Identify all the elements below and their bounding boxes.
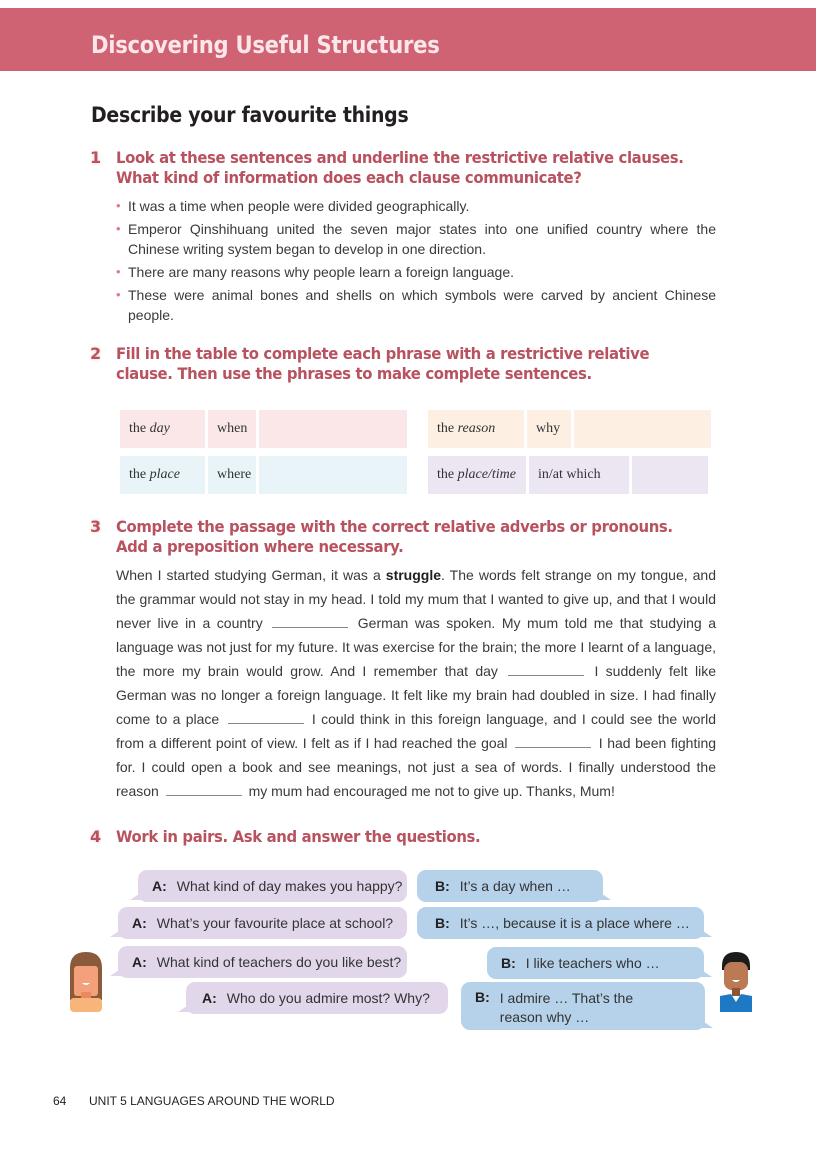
speech-bubble-a: A: What kind of teachers do you like best? (118, 946, 407, 978)
answer-blank[interactable] (508, 661, 584, 676)
task-2 (90, 344, 730, 500)
answer-blank[interactable] (166, 781, 242, 796)
section-title: Describe your favourite things (91, 103, 409, 127)
list-item: • It was a time when people were divided geographically. (116, 198, 470, 214)
speech-bubble-b: B: I admire … That’s the reason why … (461, 982, 705, 1030)
task-instruction: Work in pairs. Ask and answer the questions. (116, 827, 481, 846)
phrase-row-place-time (428, 456, 711, 494)
answer-blank[interactable] (228, 709, 304, 724)
speech-bubble-b: B: It’s a day when … (417, 870, 603, 902)
speech-bubble-a: A: Who do you admire most? Why? (186, 982, 448, 1014)
task-instruction: Look at these sentences and underline the restrictive relative clauses. What kind of information does each clause communicate? (116, 148, 684, 187)
list-item: • These were animal bones and shells on which symbols were carved by ancient Chinese people. (116, 287, 716, 323)
task-number: 3 (90, 517, 102, 536)
bullet-icon: • (116, 287, 121, 302)
answer-cell[interactable] (574, 410, 711, 448)
speech-bubble-b: B: I like teachers who … (487, 947, 704, 979)
bullet-icon: • (116, 264, 121, 279)
task-number: 4 (90, 827, 102, 846)
phrase-table (110, 400, 730, 500)
speech-bubble-a: A: What’s your favourite place at school? (118, 907, 407, 939)
passage: When I started studying German, it was a struggle. The words felt strange on my tongue, and the grammar would not stay in my head. I told my mum that I wanted to give up, and that I would never live in a country German was spoken. My mum told me that studying a language was not just for my future. It was exercise for the brain; the more I learnt of a language, the more my brain would grow. And I remember that day I suddenly felt like German was no longer a foreign language. It felt like my brain had doubled in size. I had finally come to a place I could think in this foreign language, and I could see the world from a different point of view. I felt as if I had reached the goal I had been fighting for. I could open a book and see meanings, not just a sea of words. I finally understood the reason my mum had encouraged me not to give up. Thanks, Mum! (116, 567, 717, 799)
answer-blank[interactable] (515, 733, 591, 748)
bullet-icon: • (116, 198, 121, 213)
phrase-cell: the place (120, 456, 205, 494)
list-item: • Emperor Qinshihuang united the seven major states into one unified country where the Chinese writing system began to develop in one direction. (116, 221, 716, 257)
list-item: • There are many reasons why people learn a foreign language. (116, 264, 515, 280)
speech-bubble-b: B: It’s …, because it is a place where … (417, 907, 704, 939)
unit-title: UNIT 5 LANGUAGES AROUND THE WORLD (89, 1094, 335, 1108)
task-1 (90, 148, 730, 328)
task-instruction: Fill in the table to complete each phrase with a restrictive relative clause. Then use the phrases to make complete sentences. (116, 344, 650, 383)
task-4 (90, 827, 730, 847)
phrase-cell: the place/time (428, 456, 526, 494)
relative-word-cell: why (527, 410, 571, 448)
relative-word-cell: when (208, 410, 256, 448)
answer-cell[interactable] (632, 456, 708, 494)
page-number: 64 (53, 1094, 67, 1108)
answer-cell[interactable] (259, 456, 407, 494)
sentence-list (116, 196, 716, 325)
banner-title: Discovering Useful Structures (91, 31, 440, 59)
answer-cell[interactable] (259, 410, 407, 448)
boy-avatar-icon (718, 950, 754, 1014)
page-footer (53, 1094, 335, 1108)
bold-word: struggle (385, 567, 442, 583)
answer-blank[interactable] (272, 613, 348, 628)
phrase-row-reason (428, 410, 714, 448)
phrase-row-day (120, 410, 410, 448)
relative-word-cell: in/at which (529, 456, 629, 494)
relative-word-cell: where (208, 456, 256, 494)
speech-bubble-a: A: What kind of day makes you happy? (138, 870, 407, 902)
task-3 (90, 517, 730, 803)
bullet-icon: • (116, 221, 121, 236)
girl-avatar-icon (66, 950, 106, 1014)
task-instruction: Complete the passage with the correct relative adverbs or pronouns. Add a preposition where necessary. (116, 517, 673, 556)
task-number: 2 (90, 344, 102, 363)
task-number: 1 (90, 148, 102, 167)
phrase-row-place (120, 456, 410, 494)
phrase-cell: the reason (428, 410, 524, 448)
phrase-cell: the day (120, 410, 205, 448)
